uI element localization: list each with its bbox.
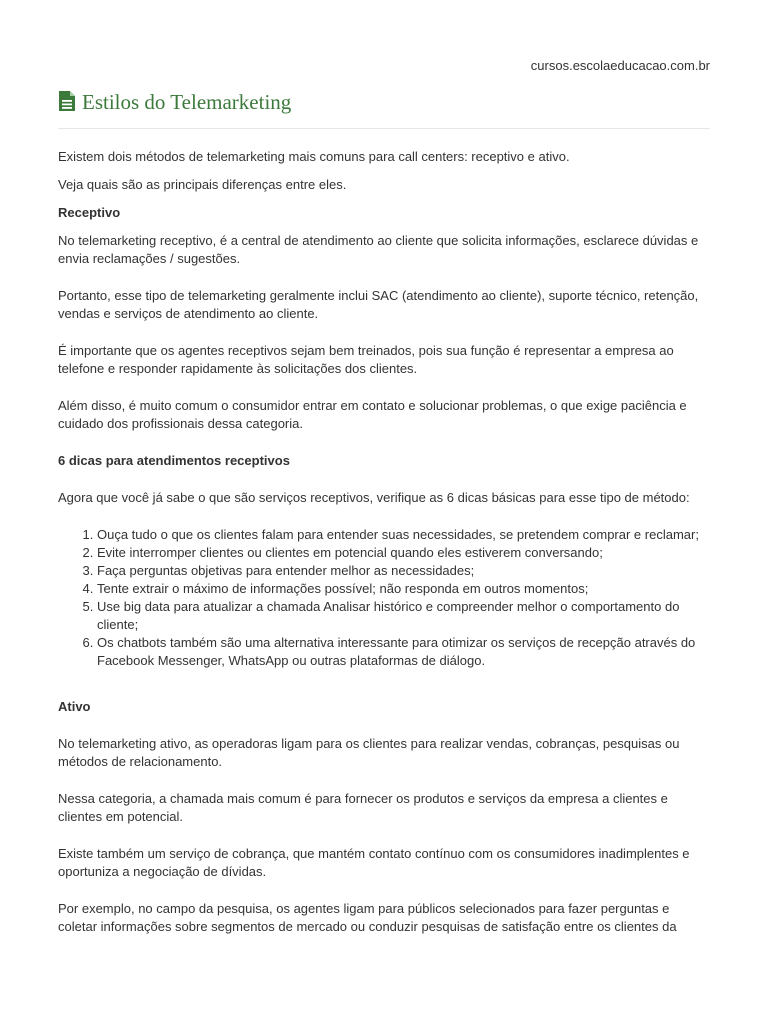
tips-heading: 6 dicas para atendimentos receptivos [58, 453, 290, 468]
receptivo-heading: Receptivo [58, 205, 121, 220]
receptivo-paragraph-2: Portanto, esse tipo de telemarketing geralmente inclui SAC (atendimento ao cliente), suporte técnico, retenção, vendas e serviços de atendimento ao cliente. [58, 288, 699, 321]
list-item: 6. Os chatbots também são uma alternativa interessante para otimizar os serviços de recepção através do Facebook Messenger, WhatsApp ou outras plataformas de diálogo. [97, 634, 710, 670]
list-item: 3. Faça perguntas objetivas para entender melhor as necessidades; [97, 562, 710, 580]
intro-paragraph-2: Veja quais são as principais diferenças entre eles. [58, 177, 347, 192]
list-item: 2. Evite interromper clientes ou clientes em potencial quando eles estiverem conversando; [97, 544, 710, 562]
ativo-paragraph-3: Existe também um serviço de cobrança, que mantém contato contínuo com os consumidores inadimplentes e oportuniza a negociação de dívidas. [58, 846, 690, 879]
ativo-heading: Ativo [58, 699, 91, 714]
tips-intro: Agora que você já sabe o que são serviços receptivos, verifique as 6 dicas básicas para esse tipo de método: [58, 490, 690, 505]
tips-list [58, 526, 710, 670]
page-title: Estilos do Telemarketing [82, 90, 292, 114]
title-row [58, 86, 291, 116]
ativo-paragraph-2: Nessa categoria, a chamada mais comum é para fornecer os produtos e serviços da empresa a clientes e clientes em potencial. [58, 791, 668, 824]
article-content [58, 148, 710, 936]
receptivo-paragraph-3: É importante que os agentes receptivos sejam bem treinados, pois sua função é representar a empresa ao telefone e responder rapidamente às solicitações dos clientes. [58, 343, 674, 376]
site-url: cursos.escolaeducacao.com.br [530, 58, 710, 73]
list-item: 5. Use big data para atualizar a chamada Analisar histórico e compreender melhor o comportamento do cliente; [97, 598, 710, 634]
intro-paragraph-1: Existem dois métodos de telemarketing mais comuns para call centers: receptivo e ativo. [58, 149, 570, 164]
ativo-paragraph-4: Por exemplo, no campo da pesquisa, os agentes ligam para públicos selecionados para fazer perguntas e coletar informações sobre segmentos de mercado ou conduzir pesquisas de satisfação entre os clientes da [58, 901, 677, 934]
list-item: 1. Ouça tudo o que os clientes falam para entender suas necessidades, se pretendem comprar e reclamar; [97, 526, 710, 544]
document-icon [58, 90, 76, 112]
receptivo-paragraph-1: No telemarketing receptivo, é a central de atendimento ao cliente que solicita informações, esclarece dúvidas e envia reclamações / sugestões. [58, 233, 699, 266]
title-divider [58, 128, 710, 129]
list-item: 4. Tente extrair o máximo de informações possível; não responda em outros momentos; [97, 580, 710, 598]
receptivo-paragraph-4: Além disso, é muito comum o consumidor entrar em contato e solucionar problemas, o que exige paciência e cuidado dos profissionais dessa categoria. [58, 398, 687, 431]
ativo-paragraph-1: No telemarketing ativo, as operadoras ligam para os clientes para realizar vendas, cobranças, pesquisas ou métodos de relacionamento. [58, 736, 680, 769]
